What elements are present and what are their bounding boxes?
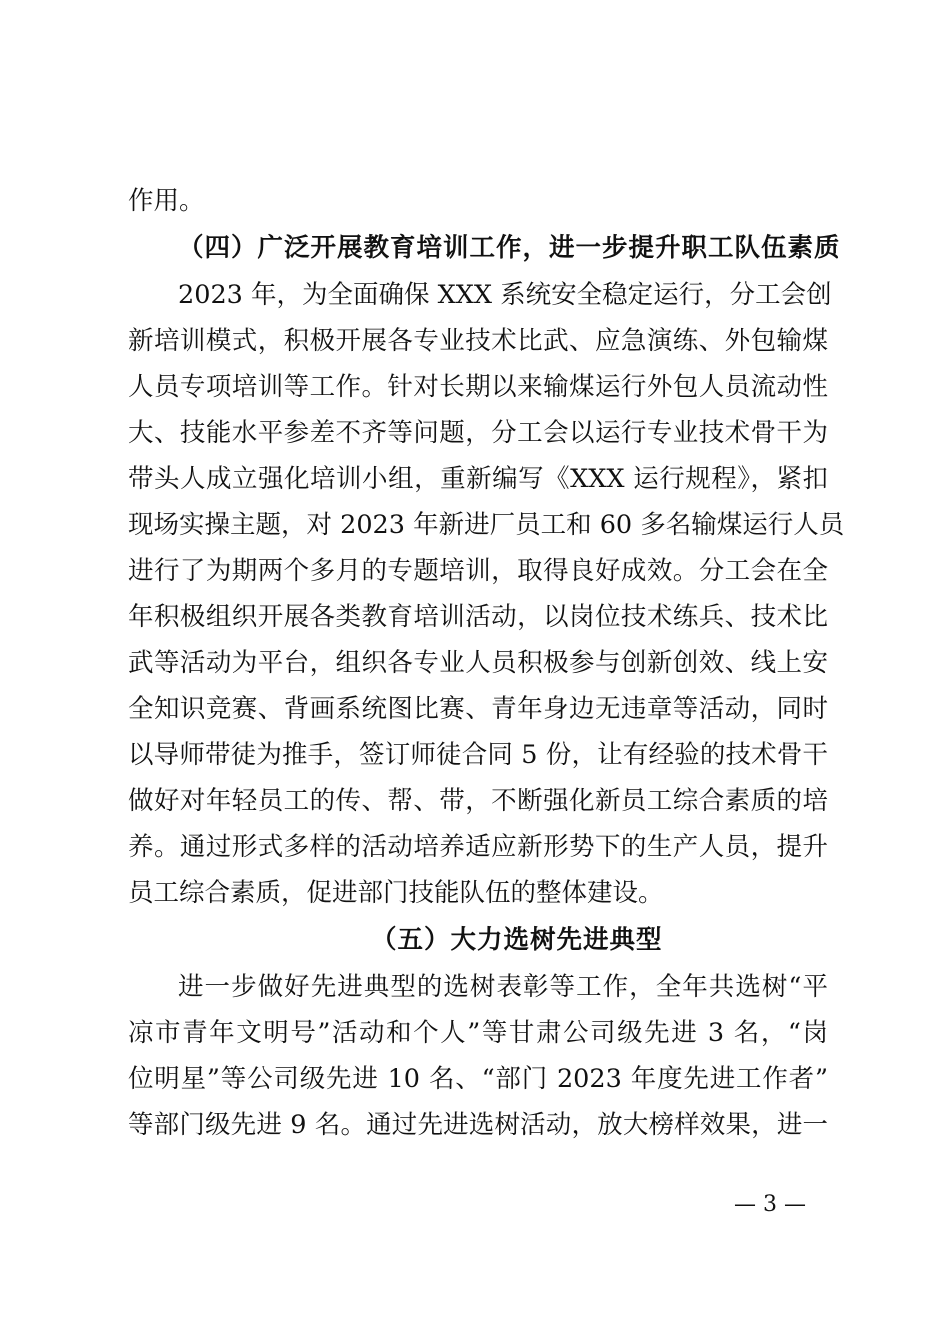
paragraph-line: 进一步做好先进典型的选树表彰等工作，全年共选树“平 [178, 972, 828, 1002]
paragraph-line: 2023 年，为全面确保 XXX 系统安全稳定运行，分工会创 [178, 280, 832, 310]
paragraph-line: 位明星”等公司级先进 10 名、“部门 2023 年度先进工作者” [128, 1064, 828, 1094]
paragraph-line: 武等活动为平台，组织各专业人员积极参与创新创效、线上安 [128, 648, 828, 678]
section-four-heading: （四）广泛开展教育培训工作，进一步提升职工队伍素质 [178, 233, 841, 263]
paragraph-line: 新培训模式，积极开展各专业技术比武、应急演练、外包输煤 [128, 326, 828, 356]
paragraph-line: 等部门级先进 9 名。通过先进选树活动，放大榜样效果，进一 [128, 1110, 828, 1140]
paragraph-line: 员工综合素质，促进部门技能队伍的整体建设。 [128, 878, 664, 908]
paragraph-line: 年积极组织开展各类教育培训活动，以岗位技术练兵、技术比 [128, 602, 828, 632]
paragraph-line: 凉市青年文明号”活动和个人”等甘肃公司级先进 3 名，“岗 [128, 1018, 828, 1048]
paragraph-line: 做好对年轻员工的传、帮、带，不断强化新员工综合素质的培 [128, 786, 828, 816]
paragraph-line: 带头人成立强化培训小组，重新编写《XXX 运行规程》，紧扣 [128, 464, 828, 494]
paragraph-line: 以导师带徒为推手，签订师徒合同 5 份，让有经验的技术骨干 [128, 740, 828, 770]
paragraph-line: 现场实操主题，对 2023 年新进厂员工和 60 多名输煤运行人员 [128, 510, 845, 540]
continuation-line: 作用。 [128, 186, 205, 216]
paragraph-line: 人员专项培训等工作。针对长期以来输煤运行外包人员流动性 [128, 372, 828, 402]
section-five-heading: （五）大力选树先进典型 [371, 925, 663, 955]
paragraph-line: 大、技能水平参差不齐等问题，分工会以运行专业技术骨干为 [128, 418, 828, 448]
page-number: — 3 — [734, 1192, 806, 1217]
paragraph-line: 全知识竞赛、背画系统图比赛、青年身边无违章等活动，同时 [128, 694, 828, 724]
paragraph-line: 进行了为期两个多月的专题培训，取得良好成效。分工会在全 [128, 556, 828, 586]
paragraph-line: 养。通过形式多样的活动培养适应新形势下的生产人员，提升 [128, 832, 828, 862]
